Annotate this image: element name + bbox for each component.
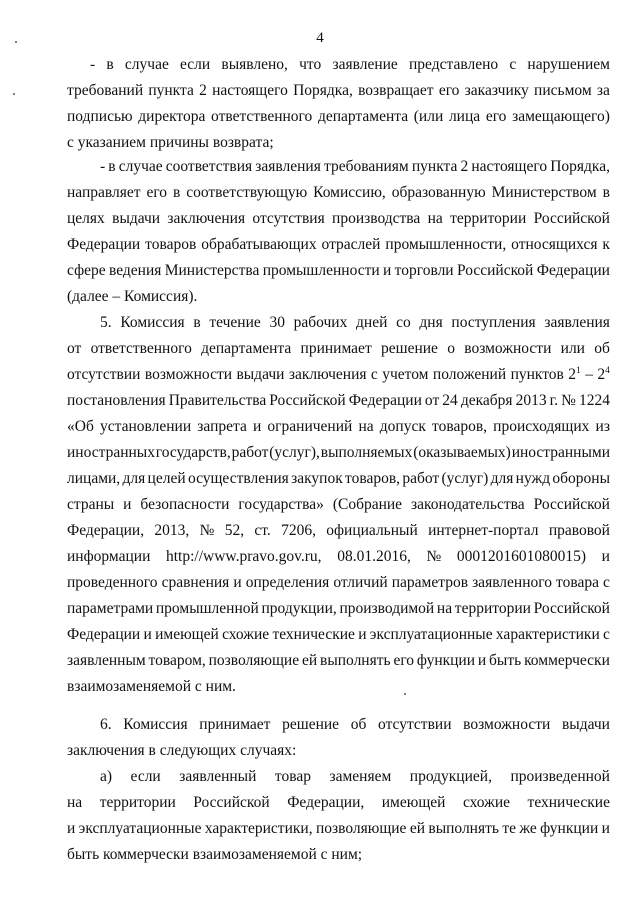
line-text: быть коммерчески взаимозаменяемой с ним; [67,846,363,863]
word: или [560,340,585,357]
word: выдачи [112,210,161,227]
word: Российской [456,262,534,279]
word: территории [454,600,531,617]
word: Порядка, [550,158,610,175]
word: интернет-портал [428,522,539,539]
word: же [519,820,537,837]
word: требований [67,82,144,99]
word: продукцией, [409,768,492,785]
word: эксплуатационные [369,626,493,643]
word: происходящих [493,418,590,435]
word: и [601,820,610,837]
text-line [67,261,610,280]
word: функции [416,652,476,669]
word: Порядка, [293,82,353,99]
word: страны [67,496,115,513]
word: законодательства [411,496,525,513]
word: территории [450,210,527,227]
word: 08.01.2016, [337,548,411,565]
word: заявленный [179,768,257,785]
word: характеристики, [204,820,313,837]
word: заявление [332,56,398,73]
word: выявлено, [221,56,288,73]
word: департамента [317,108,409,125]
word: нужд [515,470,551,487]
word: $2^1$ [568,366,581,383]
text-line [67,235,610,254]
word: территории [99,794,176,811]
text-line [67,521,610,540]
word: о [447,340,455,357]
word: и [601,548,610,565]
word: безопасности [140,496,230,513]
word: принимает [199,716,271,733]
word: производимой [339,600,435,617]
word: установлении [99,418,192,435]
word: ответственного [211,108,313,125]
word: возможности [463,716,551,733]
line-text: (далее – Комиссия). [67,288,198,305]
word: (услуг) [441,470,489,487]
word: коммерчески [524,652,610,669]
word: и [143,626,152,643]
word: http://www.pravo.gov.ru, [166,548,322,565]
word: в [193,314,201,331]
word: № [426,548,442,565]
word: к [602,236,610,253]
word: заявленным [67,652,146,669]
word: заключения [167,210,246,227]
word: Федерации [67,626,141,643]
word: Министерством [491,184,597,201]
word: ограничений [267,418,353,435]
word: 24 [442,392,458,409]
word: быть [489,652,522,669]
text-line [100,157,610,176]
word: нарушением [527,56,610,73]
word: на [427,210,443,227]
word: (Собрание [332,496,403,513]
line-text: с указанием причины возврата; [67,134,274,151]
word: отличий [333,574,388,591]
word: целях [67,210,105,227]
word: представлено [409,56,499,73]
word: Российской [269,392,346,409]
text-line [90,55,610,74]
word: технические [527,794,610,811]
word: от [424,392,440,409]
word: заявленного [472,574,552,591]
word: 0001201601080015) [456,548,587,565]
word: в [172,184,181,201]
word: сравнения [161,574,230,591]
text-line [67,625,610,644]
word: об [594,340,610,357]
scan-speck [13,93,15,95]
word: отсутствия [252,210,325,227]
word: (или [413,108,444,125]
word: схожие [222,626,270,643]
word: и [233,574,242,591]
word: Федерации [348,392,422,409]
word: на [436,600,453,617]
word: настоящего [471,158,548,175]
word: заявления [255,158,321,175]
word: сфере [67,262,106,279]
word: и [383,262,392,279]
text-line [67,209,610,228]
word: с [603,626,610,643]
word: Федерации, [287,794,365,811]
word: а) [100,768,113,785]
text-line [67,793,610,812]
word: что [299,56,322,73]
word: параметров [391,574,469,591]
word: требованиям [323,158,409,175]
word: дней [356,314,388,331]
text-line [67,495,610,514]
word: отсутствии [378,716,452,733]
word: позволяющие [315,820,407,837]
text-line [67,845,610,864]
superscript: 4 [605,366,610,376]
word: иностранных [67,444,155,461]
word: товаром, [148,652,206,669]
word: департамента [201,340,292,357]
word: возможности [144,366,233,383]
word: промышленной [155,600,259,617]
word: декабря [460,392,513,409]
word: производства [332,210,421,227]
word: Российской [533,210,610,227]
word: его [438,82,460,99]
word: из [595,418,610,435]
word: соответствующую [186,184,308,201]
word: государств, [155,444,231,461]
word: позволяющие [208,652,300,669]
line-text: заключения в следующих случаях: [67,742,297,759]
word: отсутствии [67,366,141,383]
word: имеющей [155,626,219,643]
word: случае [124,56,169,73]
word: ведения [108,262,162,279]
word: определения [245,574,330,591]
word: 1224 [578,392,610,409]
word: поступления [451,314,536,331]
word: схожие [462,794,511,811]
text-line [67,469,610,488]
word: 2013 [515,392,547,409]
word: Федерации, [67,522,145,539]
word: целей [147,470,186,487]
word: ей [301,652,318,669]
word: и [252,418,262,435]
text-line [67,573,610,592]
word: государства» [238,496,324,513]
word: в [602,184,610,201]
word: правовой [548,522,610,539]
word: положений [432,366,507,383]
word: его [393,652,415,669]
text-line [67,443,610,462]
word: выдачи [561,716,610,733]
word: пункта [148,82,194,99]
word: эксплуатационные [78,820,202,837]
text-line [100,715,610,734]
text-line [67,133,610,152]
word: товара [556,574,599,591]
word: в [106,56,114,73]
line-text: взаимозаменяемой с ним. [67,678,236,695]
word: настоящего [212,82,288,99]
word: для [122,470,146,487]
word: имеющей [381,794,446,811]
word: Российской [193,794,270,811]
word: заключения [288,366,367,383]
word: работ [231,444,269,461]
text-line [67,81,610,100]
text-line [67,677,610,696]
word: пункта [411,158,458,175]
word: № [199,522,215,539]
word: Правительства [168,392,267,409]
word: Российской [533,496,610,513]
word: закупок [291,470,343,487]
word: функции [540,820,599,837]
word: Федерации [67,236,141,253]
word: характеристики [495,626,600,643]
word: на [358,418,374,435]
word: 30 [269,314,285,331]
text-line [100,767,610,786]
word: Российской [533,600,610,617]
text-line [67,287,610,306]
word: директора [138,108,206,125]
word: $2^4$ [597,366,610,383]
word: Федерации [536,262,610,279]
word: заказчику [464,82,529,99]
word: «Об [67,418,94,435]
text-line [67,651,610,670]
word: соответствия [165,158,253,175]
word: допуск [379,418,426,435]
word: обороны [552,470,610,487]
word: решение [381,340,438,357]
word: 7206, [281,522,316,539]
word: с [370,366,378,383]
text-line [100,313,610,332]
word: 2 [460,158,469,175]
word: направляет [67,184,141,201]
word: лицами, [67,470,121,487]
word: с [509,56,517,73]
text-line [67,741,610,760]
text-line [67,365,610,384]
word: произведенной [510,768,610,785]
word: выполнять [320,652,391,669]
word: иностранными [511,444,610,461]
word: 2 [199,82,207,99]
word: осуществления [187,470,289,487]
word: лица [448,108,481,125]
word: ст. [254,522,271,539]
word: его [485,108,507,125]
word: течение [209,314,261,331]
word: информации [67,548,151,565]
word: с [603,574,610,591]
word: его [146,184,168,201]
word: промышленности [262,262,380,279]
word: Комиссия [120,314,185,331]
page-number: 4 [316,30,324,46]
word: товаров, [345,470,401,487]
word: обрабатывающих [201,236,317,253]
text-line [67,183,610,202]
word: выполнять [428,820,499,837]
word: за [596,82,610,99]
word: – [585,366,593,383]
word: заявления [544,314,610,331]
word: ей [409,820,425,837]
word: об [350,716,367,733]
word: подписью [67,108,133,125]
word: промышленности, [385,236,507,253]
word: торговли [394,262,454,279]
word: от [67,340,82,357]
word: относящихся [511,236,598,253]
word: учетом [382,366,429,383]
superscript: 1 [576,366,581,376]
word: и [477,652,487,669]
word: 2013, [154,522,190,539]
word: ответственного [90,340,192,357]
word: и [358,626,367,643]
word: - [90,56,96,73]
text-line [67,391,610,410]
word: товаров, [432,418,488,435]
word: и [67,820,76,837]
word: отраслей [321,236,381,253]
word: случае [118,158,163,175]
word: (оказываемых) [413,444,511,461]
word: продукции, [261,600,337,617]
word: для [490,470,514,487]
word: возвращает [358,82,434,99]
word: выполняемых [320,444,413,461]
word: (услуг), [269,444,320,461]
word: на [67,794,83,811]
word: 52, [224,522,245,539]
word: проведенного [67,574,158,591]
word: решение [282,716,340,733]
word: пунктов [510,366,564,383]
text-line [67,339,610,358]
word: возможности [464,340,552,357]
word: параметрами [67,600,154,617]
text-line [67,819,610,838]
word: Комиссия [123,716,188,733]
word: образованную [391,184,486,201]
word: те [502,820,516,837]
word: работ [402,470,440,487]
word: постановления [67,392,166,409]
word: письмом [534,82,592,99]
text-line [67,599,610,618]
word: технические [272,626,355,643]
word: Комиссию, [313,184,386,201]
word: товар [274,768,311,785]
word: № [561,392,576,409]
word: принимает [300,340,372,357]
text-line [67,417,610,436]
word: 6. [100,716,112,733]
text-line [67,107,610,126]
word: если [130,768,161,785]
word: г. [549,392,559,409]
word: заменяем [329,768,392,785]
word: со [396,314,411,331]
word: товаров [145,236,197,253]
word: выдачи [236,366,285,383]
word: 5. [100,314,112,331]
word: запрета [197,418,247,435]
word: если [180,56,211,73]
word: рабочих [293,314,348,331]
scan-speck [15,41,17,43]
word: официальный [326,522,418,539]
word: в [108,158,116,175]
word: замещающего) [512,108,610,125]
text-line [67,547,610,566]
word: дня [419,314,443,331]
word: и [123,496,132,513]
word: Министерства [164,262,260,279]
word: - [100,158,106,175]
